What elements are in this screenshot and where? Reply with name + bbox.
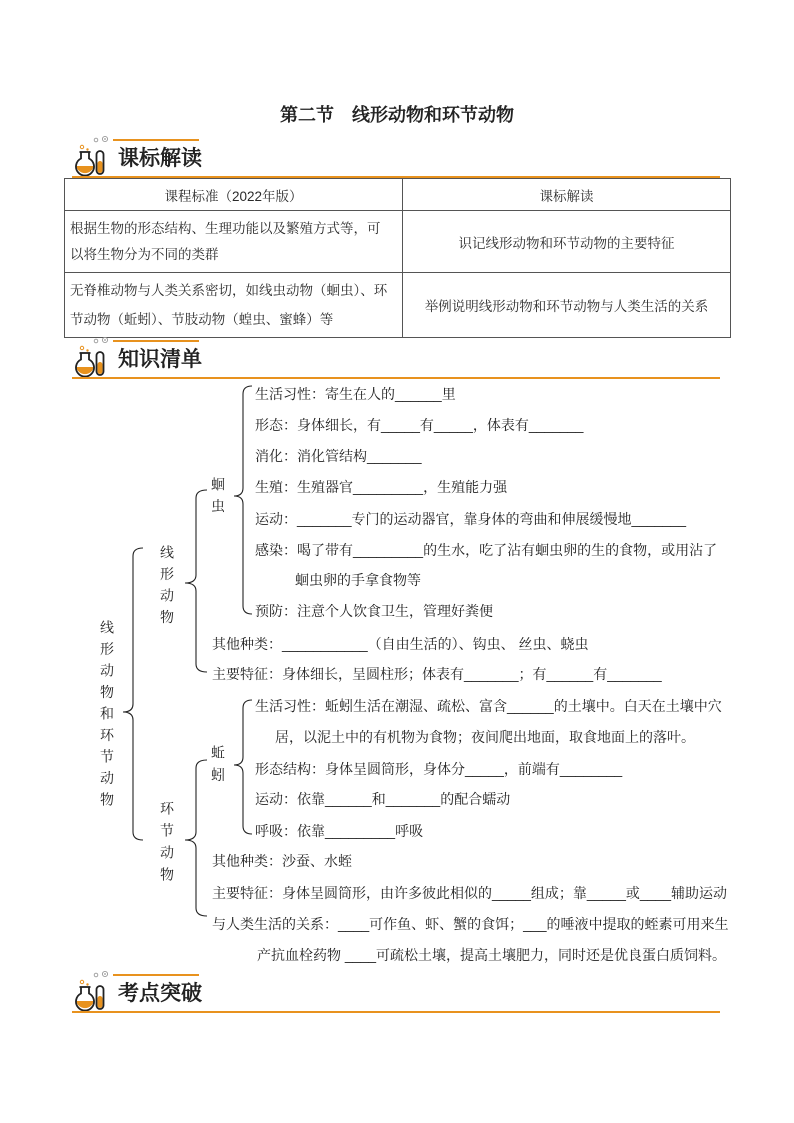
annelids-label: 环节动物: [159, 801, 175, 889]
roundworm-label: 蛔虫: [210, 477, 226, 520]
column-header-standard: 课程标准（2022年版）: [65, 179, 403, 211]
section-heading: 考点突破: [118, 982, 202, 1005]
header-decor-line: [113, 139, 199, 141]
roundworm-digestion-line: 消化：消化管结构_______: [255, 448, 422, 464]
roundworm-reproduction-line: 生殖：生殖器官_________，生殖能力强: [255, 479, 508, 495]
roundworm-brace: [234, 386, 252, 614]
roundworm-prevention-line: 预防：注意个人饮食卫生，管理好粪便: [255, 603, 493, 619]
annelids-brace: [185, 760, 207, 916]
section-rule: [72, 377, 720, 379]
annelids-human-relation-line-cont: 产抗血栓药物 ____可疏松土壤，提高土壤肥力，同时还是优良蛋白质饲料。: [257, 947, 727, 963]
mindmap-root-label: 线形动物和环节动物: [99, 620, 115, 814]
cell-line: 根据生物的形态结构、生理功能以及繁殖方式等，可: [70, 220, 381, 236]
table-header-row: [65, 179, 731, 211]
nematodes-other-species: 其他种类：___________（自由生活的）、钩虫、 丝虫、蛲虫: [212, 636, 589, 652]
earthworm-movement-line: 运动：依靠______和_______的配合蠕动: [255, 791, 511, 807]
earthworm-label: 蚯蚓: [210, 745, 226, 790]
flask-icon: [70, 979, 110, 1011]
roundworm-movement-line: 运动：_______专门的运动器官，靠身体的弯曲和伸展缓慢地_______: [255, 511, 687, 527]
annelids-main-features: 主要特征：身体呈圆筒形，由许多彼此相似的_____组成；靠_____或____辅助运动: [212, 885, 728, 901]
cell-line: 以将生物分为不同的类群: [70, 246, 219, 262]
earthworm-respiration-line: 呼吸：依靠_________呼吸: [255, 823, 424, 839]
flask-icon: [70, 144, 110, 176]
table-row: [65, 211, 731, 273]
roundworm-form-line: 形态：身体细长，有_____有_____，体表有_______: [255, 417, 584, 433]
root-brace: [123, 548, 143, 840]
earthworm-habit-line-cont: 居，以泥土中的有机物为食物；夜间爬出地面，取食地面上的落叶。: [275, 729, 695, 745]
header-decor-line: [113, 974, 199, 976]
cell-line: 节动物（蚯蚓）、节肢动物（蝗虫、蜜蜂）等: [70, 312, 334, 327]
roundworm-habit-line: 生活习性：寄生在人的______里: [255, 386, 456, 402]
header-decor-line: [113, 340, 199, 342]
page-title: 第二节 线形动物和环节动物: [280, 105, 514, 125]
cell-line: 无脊椎动物与人类关系密切，如线虫动物（蛔虫）、环: [70, 283, 388, 298]
interpretation-cell: 识记线形动物和环节动物的主要特征: [403, 211, 731, 273]
flask-icon: [70, 345, 110, 377]
section-header-knowledge: [0, 339, 794, 379]
curriculum-table: [64, 178, 731, 338]
earthworm-structure-line: 形态结构：身体呈圆筒形，身体分_____，前端有________: [255, 761, 623, 777]
roundworm-infection-line: 感染：喝了带有_________的生水，吃了沾有蛔虫卵的生的食物，或用沾了: [255, 542, 718, 558]
roundworm-infection-line-cont: 蛔虫卵的手拿食物等: [295, 572, 421, 588]
annelids-other-species: 其他种类：沙蚕、水蛭: [212, 853, 352, 869]
nematodes-brace: [185, 490, 207, 672]
section-heading: 课标解读: [118, 147, 202, 170]
nematodes-main-features: 主要特征：身体细长，呈圆柱形；体表有_______；有______有_______: [212, 666, 662, 682]
table-row: [65, 273, 731, 338]
annelids-human-relation-line: 与人类生活的关系：____可作鱼、虾、蟹的食饵；___的唾液中提取的蛭素可用来生: [212, 916, 729, 932]
nematodes-label: 线形动物: [159, 545, 175, 631]
section-heading: 知识清单: [118, 348, 202, 371]
section-header-curriculum: [0, 138, 794, 178]
earthworm-brace: [234, 700, 252, 834]
interpretation-cell: 举例说明线形动物和环节动物与人类生活的关系: [403, 273, 731, 338]
section-header-exam: [0, 973, 794, 1013]
column-header-interpretation: 课标解读: [403, 179, 731, 211]
section-rule: [72, 1011, 720, 1013]
standard-cell: [65, 273, 403, 338]
earthworm-habit-line: 生活习性：蚯蚓生活在潮湿、疏松、富含______的土壤中。白天在土壤中穴: [255, 698, 722, 714]
standard-cell: [65, 211, 403, 273]
